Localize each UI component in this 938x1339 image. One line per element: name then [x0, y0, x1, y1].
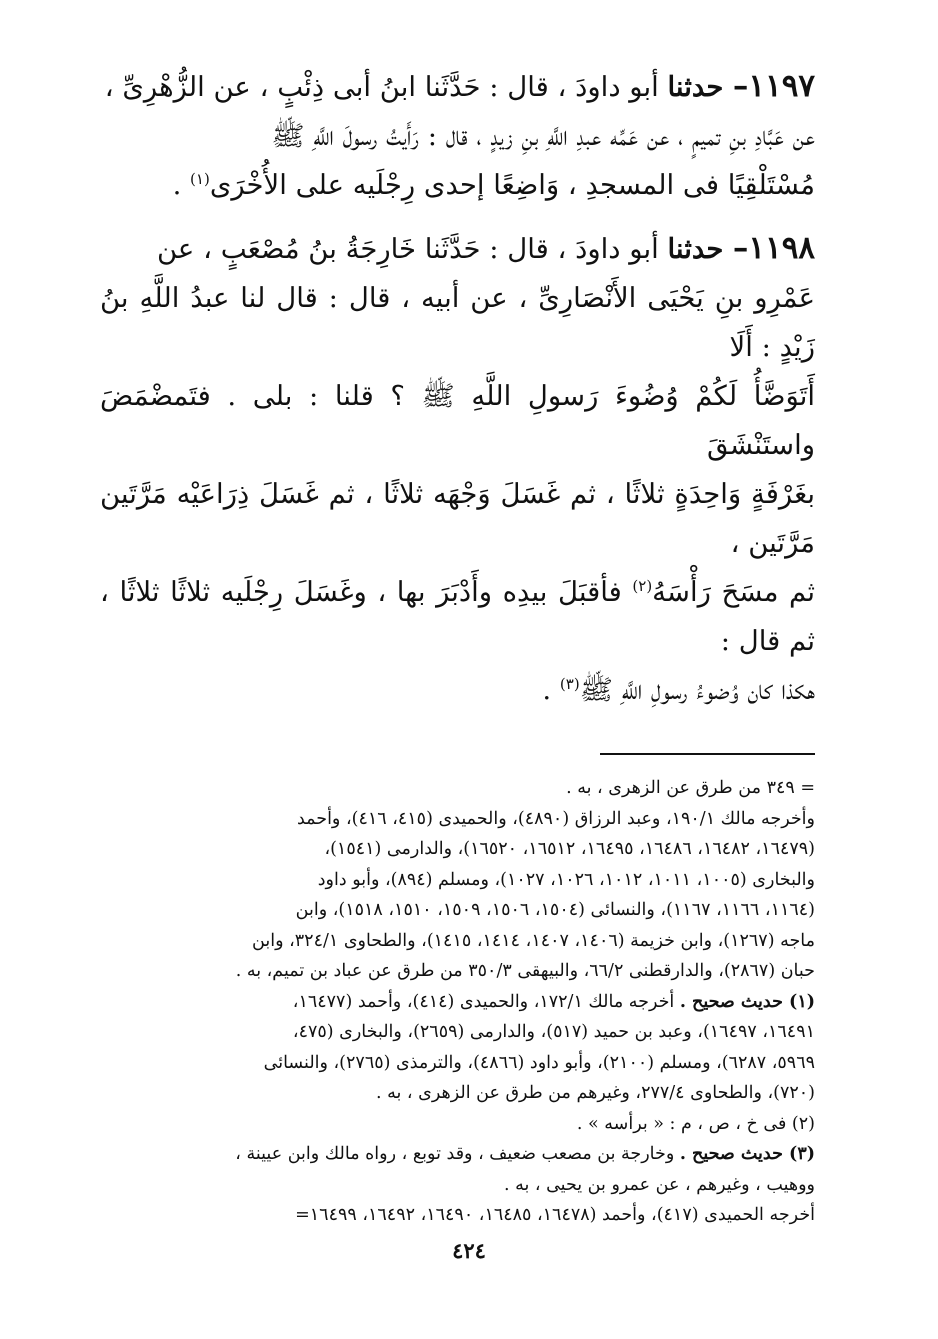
hadith-text: مُسْتَلْقِيًا فى المسجدِ ، وَاضِعًا إحدى رِجْلَيه على الأُخْرَى	[209, 169, 815, 201]
footnote-text: أخرجه مالك ١٧٢/١، والحميدى (٤١٤)، وأحمد (١٦٤٧٧،	[292, 991, 680, 1012]
hadith-line: أَتَوَضَّأُ لَكُمْ وُضُوءَ رَسولِ اللَّهِ ﷺ ؟ قلنا : بلى . فتَمضْمَضَ واستَنْشَقَ	[100, 380, 815, 461]
footnote-mark: (٢)	[632, 576, 653, 595]
footnote-line: ماجه (١٢٦٧)، وابن خزيمة (١٤٠٦، ١٤٠٧، ١٤١٤، ١٤١٥)، والطحاوى ٣٢٤/١، وابن	[252, 930, 815, 951]
hadith-text: فأقبَلَ بيدِه وأَدْبَرَ بها ، وغَسَلَ رِجْلَيه ثلاثًا ثلاثًا ، ثم قال :	[100, 576, 815, 657]
hadith-lead: حدثنا	[667, 71, 733, 103]
hadith-text: أبو داودَ ، قال : حَدَّثَنا ابنُ أبى ذِئْبٍ ، عن الزُّهْرِىِّ ،	[104, 71, 668, 103]
footnote-line: = ٣٤٩ من طرق عن الزهرى ، به .	[566, 778, 815, 798]
footnote-mark: (٣)	[559, 674, 580, 693]
hadith-1198	[100, 224, 815, 715]
hadith-1197	[100, 62, 815, 210]
hadith-line	[100, 224, 815, 274]
hadith-line	[100, 666, 815, 715]
footnote-line: (١١٦٤، ١١٦٦، ١١٦٧)، والنسائى (١٥٠٤، ١٥٠٦، ١٥٠٩، ١٥١٠، ١٥١٨)، وابن	[295, 900, 815, 920]
footnote-line: أخرجه الحميدى (٤١٧)، وأحمد (١٦٤٧٨، ١٦٤٨٥، ١٦٤٩٠، ١٦٤٩٢، ١٦٤٩٩=	[295, 1205, 815, 1225]
hadith-line	[100, 161, 815, 210]
footnote-separator	[600, 753, 815, 755]
hadith-number: ١١٩٨–	[732, 230, 815, 266]
hadith-text: .	[172, 169, 191, 201]
footnote-line: ٥٩٦٩، ٦٢٨٧)، ومسلم (٢١٠٠)، وأبو داود (٤٨٦٦)، والترمذى (٢٧٦٥)، والنسائى	[263, 1052, 815, 1073]
footnote-3	[100, 1139, 815, 1170]
hadith-line: عَمْرِو بنِ يَحْيَى الأَنْصَارِىِّ ، عن أبيه ، قال : قال لنا عبدُ اللَّهِ بنُ زَيْدٍ : أَلَا	[100, 282, 815, 363]
hadith-text: أبو داودَ ، قال : حَدَّثَنا خَارِجَةُ بنُ مُصْعَبٍ ، عن	[157, 233, 668, 265]
hadith-line	[100, 62, 815, 112]
footnote-line: ١٦٤٩١، ١٦٤٩٧)، وعبد بن حميد (٥١٧)، والدارمى (٢٦٥٩)، والبخارى (٤٧٥،	[292, 1022, 815, 1042]
footnote-1	[100, 987, 815, 1018]
footnote-line: (١٦٤٧٩، ١٦٤٨٢، ١٦٤٨٦، ١٦٤٩٥، ١٦٥١٢، ١٦٥٢٠)، والدارمى (١٥٤١)،	[324, 839, 815, 859]
hadith-text: .	[542, 674, 560, 706]
footnote-line: والبخارى (١٠٠٥، ١٠١١، ١٠١٢، ١٠٢٦، ١٠٢٧)، ومسلم (٨٩٤)، وأبو داود	[317, 869, 815, 890]
page-number: ٤٢٤	[452, 1238, 486, 1263]
footnote-line: وأخرجه مالك ١٩٠/١، وعبد الرزاق (٤٨٩٠)، والحميدى (٤١٥، ٤١٦)، وأحمد	[296, 808, 815, 829]
footnote-3-label: (٣) حديث صحيح .	[679, 1144, 815, 1164]
footnote-1-label: (١) حديث صحيح .	[679, 991, 815, 1012]
hadith-lead: حدثنا	[667, 233, 733, 265]
page-body	[100, 62, 815, 1231]
hadith-number: ١١٩٧–	[732, 68, 815, 104]
footnotes	[100, 773, 815, 1231]
hadith-line: بغَرْفَةٍ وَاحِدَةٍ ثلاثًا ، ثم غَسَلَ وَجْهَه ثلاثًا ، ثم غَسَلَ ذِرَاعَيْه مَرَّتَين مَرَّتَين ،	[100, 478, 815, 559]
footnote-text: وخارجة بن مصعب ضعيف ، وقد توبع ، رواه مالك وابن عيينة ،	[235, 1144, 680, 1164]
footnote-line: حبان (٢٨٦٧)، والدارقطنى ٦٦/٢، والبيهقى ٣٥٠/٣ من طرق عن عباد بن تميم، به .	[235, 961, 815, 981]
footnote-2: (٢) فى خ ، ص ، م : « برأسه » .	[576, 1113, 815, 1134]
footnote-line: (٧٢٠)، والطحاوى ٢٧٧/٤، وغيرهم من طرق عن الزهرى ، به .	[375, 1083, 815, 1103]
footnote-separator-wrap	[100, 729, 815, 773]
hadith-line	[100, 568, 815, 666]
footnote-mark: (١)	[190, 169, 210, 188]
footnote-line: ووهيب ، وغيرهم ، عن عمرو بن يحيى ، به .	[503, 1174, 815, 1195]
hadith-text: ثم مسَحَ رَأْسَهُ	[652, 576, 815, 608]
hadith-line: عن عَبَّادِ بنِ تميمٍ ، عن عَمِّه عبدِ اللَّهِ بنِ زيدٍ ، قال : رَأَيتُ رسولَ اللَّهِ ﷺ	[271, 120, 815, 152]
hadith-text: هكذا كان وُضوءُ رسولِ اللَّهِ ﷺ	[579, 674, 815, 706]
